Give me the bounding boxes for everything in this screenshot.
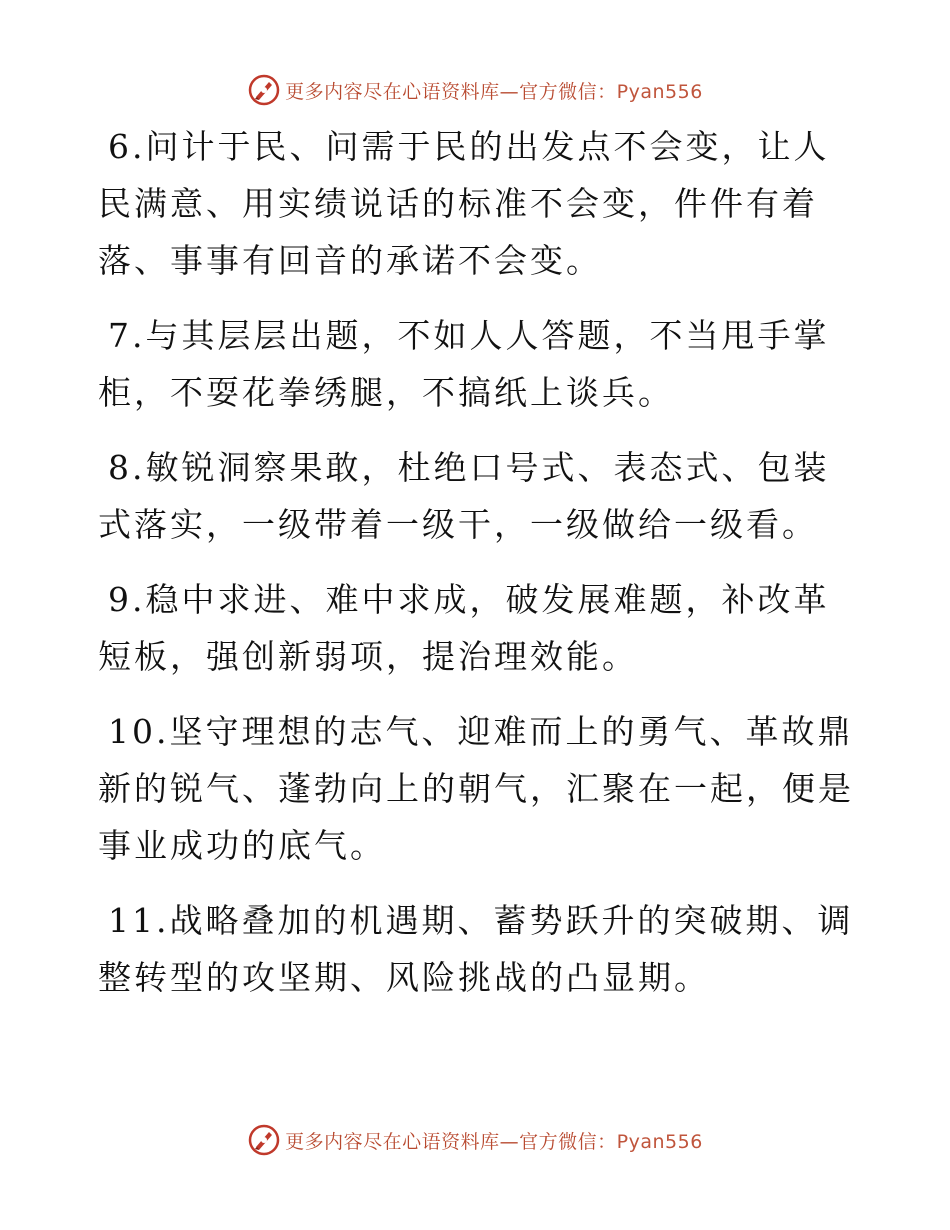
paragraph-9: 9.稳中求进、难中求成，破发展难题，补改革短板，强创新弱项，提治理效能。	[98, 580, 830, 676]
footer-watermark	[0, 1120, 950, 1160]
watermark-text: 更多内容尽在心语资料库—官方微信：Pyan556	[285, 1130, 703, 1153]
paragraph-7: 7.与其层层出题，不如人人答题，不当甩手掌柜，不耍花拳绣腿，不搞纸上谈兵。	[98, 316, 830, 412]
paragraph-10: 10.坚守理想的志气、迎难而上的勇气、革故鼎新的锐气、蓬勃向上的朝气，汇聚在一起，便是事业成功的底气。	[98, 712, 854, 865]
paragraph-6: 6.问计于民、问需于民的出发点不会变，让人民满意、用实绩说话的标准不会变，件件有着落、事事有回音的承诺不会变。	[98, 127, 830, 280]
brush-logo-icon	[247, 73, 281, 107]
paragraph-11: 11.战略叠加的机遇期、蓄势跃升的突破期、调整转型的攻坚期、风险挑战的凸显期。	[98, 901, 854, 997]
brush-logo-icon	[247, 1123, 281, 1157]
watermark-text: 更多内容尽在心语资料库—官方微信：Pyan556	[285, 80, 703, 103]
paragraph-8: 8.敏锐洞察果敢，杜绝口号式、表态式、包装式落实，一级带着一级干，一级做给一级看。	[98, 448, 830, 544]
header-watermark	[0, 70, 950, 110]
document-body	[98, 118, 858, 1024]
